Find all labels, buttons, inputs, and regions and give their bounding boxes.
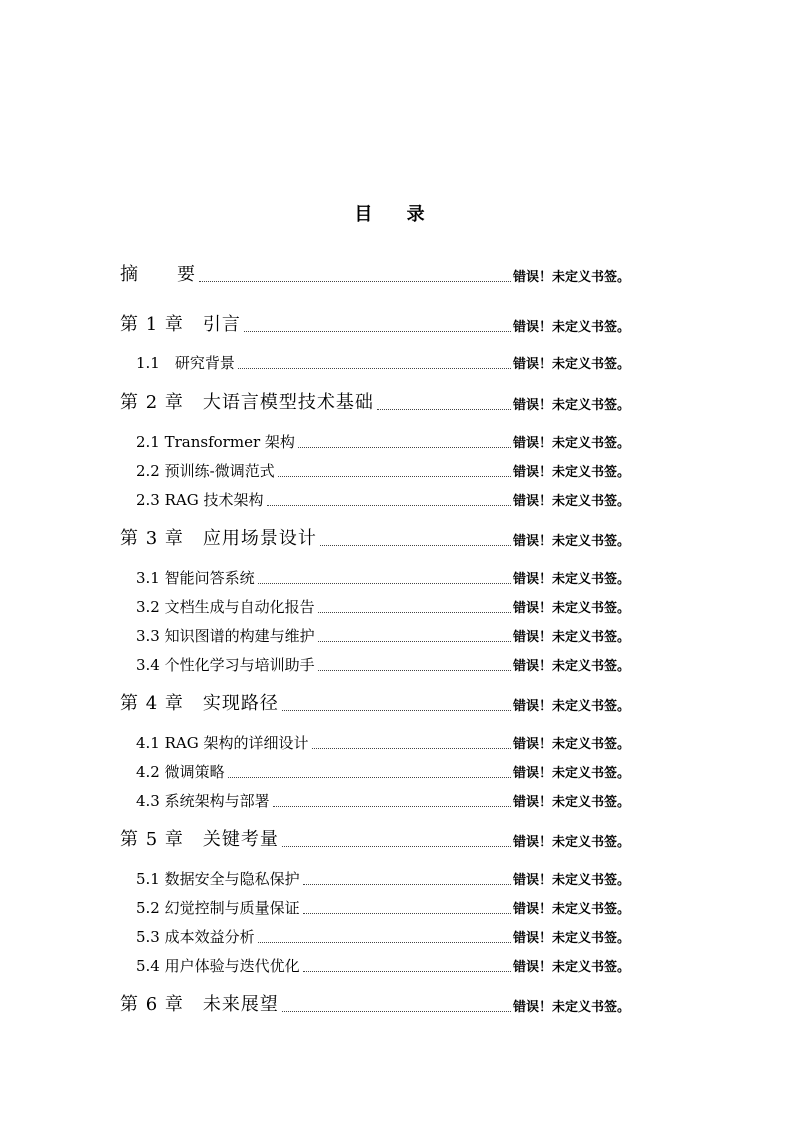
toc-dot-leader — [377, 408, 511, 410]
toc-entry-label: 4.3 系统架构与部署 — [136, 792, 270, 810]
toc-entry-label: 2.3 RAG 技术架构 — [136, 491, 264, 509]
toc-entry-label: 5.3 成本效益分析 — [136, 928, 255, 946]
toc-chapter-entry[interactable] — [120, 827, 630, 851]
toc-entry-label: 第 6 章 未来展望 — [120, 994, 279, 1015]
toc-page-reference: 错误！未定义书签。 — [512, 494, 630, 509]
toc-entry-label: 1.1 研究背景 — [136, 354, 235, 372]
toc-dot-leader — [312, 747, 511, 749]
toc-dot-leader — [320, 544, 511, 546]
toc-entry-label: 摘 要 — [120, 264, 196, 285]
toc-page-reference: 错误！未定义书签。 — [512, 572, 630, 587]
toc-page-reference: 错误！未定义书签。 — [512, 398, 630, 413]
toc-section-entry[interactable] — [120, 733, 630, 753]
toc-dot-leader — [238, 367, 511, 369]
toc-page-reference: 错误！未定义书签。 — [512, 1000, 630, 1015]
toc-page-reference: 错误！未定义书签。 — [512, 601, 630, 616]
toc-page-reference: 错误！未定义书签。 — [512, 534, 630, 549]
toc-entry-label: 5.2 幻觉控制与质量保证 — [136, 899, 300, 917]
toc-section-entry[interactable] — [120, 568, 630, 588]
toc-entry-label: 4.2 微调策略 — [136, 763, 225, 781]
toc-entry-label: 2.1 Transformer 架构 — [136, 433, 295, 451]
toc-section-entry[interactable] — [120, 461, 630, 481]
toc-page-reference: 错误！未定义书签。 — [512, 630, 630, 645]
toc-section-entry[interactable] — [120, 869, 630, 889]
toc-page-reference: 错误！未定义书签。 — [512, 357, 630, 372]
toc-page-reference: 错误！未定义书签。 — [512, 737, 630, 752]
toc-section-entry[interactable] — [120, 597, 630, 617]
toc-page-reference: 错误！未定义书签。 — [512, 902, 630, 917]
toc-page-reference: 错误！未定义书签。 — [512, 699, 630, 714]
toc-dot-leader — [303, 912, 511, 914]
toc-entry-label: 3.1 智能问答系统 — [136, 569, 255, 587]
toc-page-reference: 错误！未定义书签。 — [512, 766, 630, 781]
toc-dot-leader — [228, 776, 511, 778]
toc-page-reference: 错误！未定义书签。 — [512, 465, 630, 480]
toc-page-reference: 错误！未定义书签。 — [512, 320, 630, 335]
toc-dot-leader — [258, 582, 511, 584]
toc-section-entry[interactable] — [120, 791, 630, 811]
toc-dot-leader — [318, 640, 511, 642]
toc-entry-label: 5.1 数据安全与隐私保护 — [136, 870, 300, 888]
toc-dot-leader — [318, 669, 511, 671]
toc-entry-label: 3.4 个性化学习与培训助手 — [136, 656, 315, 674]
toc-entry-label: 第 3 章 应用场景设计 — [120, 528, 317, 549]
toc-section-entry[interactable] — [120, 626, 630, 646]
toc-page-reference: 错误！未定义书签。 — [512, 835, 630, 850]
toc-entry-label: 第 4 章 实现路径 — [120, 693, 279, 714]
toc-entry-label: 第 1 章 引言 — [120, 314, 241, 335]
toc-page-reference: 错误！未定义书签。 — [512, 795, 630, 810]
toc-page-reference: 错误！未定义书签。 — [512, 931, 630, 946]
toc-entry-label: 第 2 章 大语言模型技术基础 — [120, 392, 374, 413]
toc-dot-leader — [258, 941, 511, 943]
toc-page-reference: 错误！未定义书签。 — [512, 873, 630, 888]
toc-dot-leader — [282, 1010, 511, 1012]
toc-section-entry[interactable] — [120, 655, 630, 675]
toc-section-entry[interactable] — [120, 762, 630, 782]
toc-page-reference: 错误！未定义书签。 — [512, 960, 630, 975]
toc-dot-leader — [303, 970, 511, 972]
toc-entry-label: 4.1 RAG 架构的详细设计 — [136, 734, 309, 752]
toc-dot-leader — [273, 805, 511, 807]
toc-chapter-entry[interactable] — [120, 992, 630, 1016]
toc-page-reference: 错误！未定义书签。 — [512, 436, 630, 451]
toc-chapter-entry[interactable] — [120, 312, 630, 336]
toc-dot-leader — [244, 330, 511, 332]
toc-section-entry[interactable] — [120, 927, 630, 947]
toc-entry-label: 3.3 知识图谱的构建与维护 — [136, 627, 315, 645]
toc-dot-leader — [267, 504, 511, 506]
toc-dot-leader — [278, 475, 511, 477]
toc-title: 目 录 — [354, 204, 439, 225]
toc-dot-leader — [298, 446, 511, 448]
toc-section-entry[interactable] — [120, 353, 630, 373]
toc-section-entry[interactable] — [120, 432, 630, 452]
toc-entry-label: 3.2 文档生成与自动化报告 — [136, 598, 315, 616]
toc-section-entry[interactable] — [120, 490, 630, 510]
toc-chapter-entry[interactable] — [120, 390, 630, 414]
toc-dot-leader — [282, 845, 511, 847]
toc-entry-label: 2.2 预训练-微调范式 — [136, 462, 275, 480]
toc-entry-label: 5.4 用户体验与迭代优化 — [136, 957, 300, 975]
toc-section-entry[interactable] — [120, 956, 630, 976]
toc-chapter-entry[interactable] — [120, 262, 630, 286]
toc-page-reference: 错误！未定义书签。 — [512, 659, 630, 674]
toc-dot-leader — [282, 709, 511, 711]
toc-chapter-entry[interactable] — [120, 526, 630, 550]
toc-dot-leader — [318, 611, 511, 613]
toc-section-entry[interactable] — [120, 898, 630, 918]
toc-entry-label: 第 5 章 关键考量 — [120, 829, 279, 850]
toc-dot-leader — [303, 883, 511, 885]
toc-chapter-entry[interactable] — [120, 691, 630, 715]
toc-dot-leader — [199, 280, 511, 282]
toc-page-reference: 错误！未定义书签。 — [512, 270, 630, 285]
